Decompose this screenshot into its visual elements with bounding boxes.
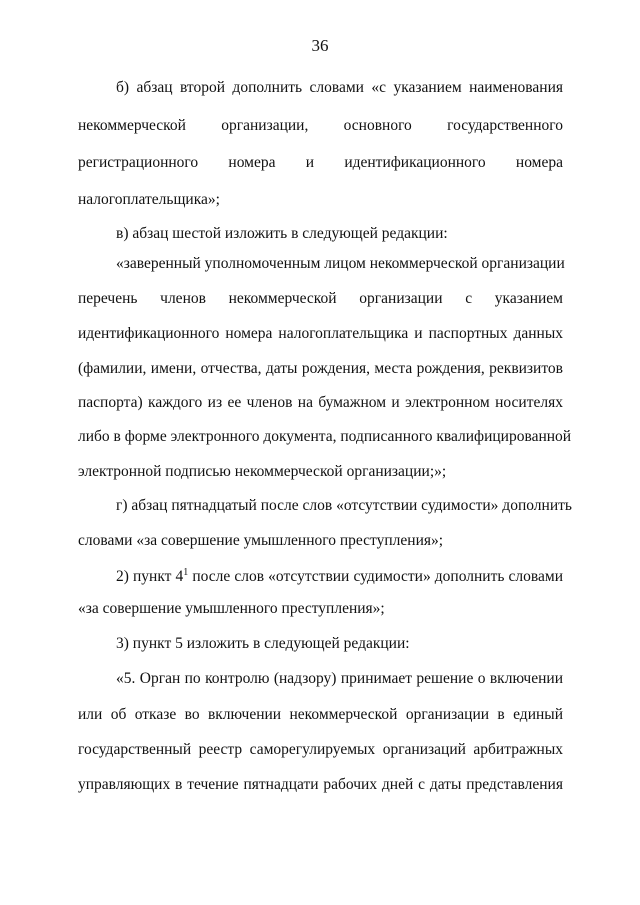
paragraph-line-with-superscript: [116, 567, 563, 589]
paragraph-line: управляющих в течение пятнадцати рабочих дней с даты представления: [78, 776, 563, 793]
paragraph-line: некоммерческой организации, основного государственного: [78, 117, 563, 134]
paragraph-line: перечень членов некоммерческой организации с указанием: [78, 290, 563, 307]
paragraph-line: или об отказе во включении некоммерческой организации в единый: [78, 706, 563, 723]
superscript: 1: [183, 567, 189, 578]
paragraph-line: словами «за совершение умышленного преступления»;: [78, 532, 444, 549]
paragraph-text: после слов «отсутствии судимости» дополнить словами: [188, 568, 563, 585]
paragraph-line: регистрационного номера и идентификационного номера: [78, 154, 563, 171]
paragraph-line: (фамилии, имени, отчества, даты рождения, места рождения, реквизитов: [78, 360, 563, 377]
paragraph-line: либо в форме электронного документа, подписанного квалифицированной: [78, 428, 572, 445]
paragraph-line: паспорта) каждого из ее членов на бумажном и электронном носителях: [78, 394, 563, 411]
paragraph-line: «за совершение умышленного преступления»;: [78, 600, 385, 617]
paragraph-line: г) абзац пятнадцатый после слов «отсутствии судимости» дополнить: [116, 497, 572, 514]
page-number: 36: [311, 36, 329, 55]
paragraph-line: «5. Орган по контролю (надзору) принимает решение о включении: [116, 670, 563, 687]
paragraph-line: б) абзац второй дополнить словами «с указанием наименования: [116, 79, 563, 96]
paragraph-line: государственный реестр саморегулируемых организаций арбитражных: [78, 741, 563, 758]
paragraph-line: в) абзац шестой изложить в следующей редакции:: [116, 225, 448, 242]
paragraph-line: «заверенный уполномоченным лицом некоммерческой организации: [116, 255, 565, 272]
paragraph-line: налогоплательщика»;: [78, 191, 220, 208]
paragraph-line: 3) пункт 5 изложить в следующей редакции:: [116, 635, 410, 652]
paragraph-line: электронной подписью некоммерческой организации;»;: [78, 463, 447, 480]
paragraph-line: идентификационного номера налогоплательщика и паспортных данных: [78, 325, 563, 342]
paragraph-text: 2) пункт 4: [116, 568, 184, 585]
